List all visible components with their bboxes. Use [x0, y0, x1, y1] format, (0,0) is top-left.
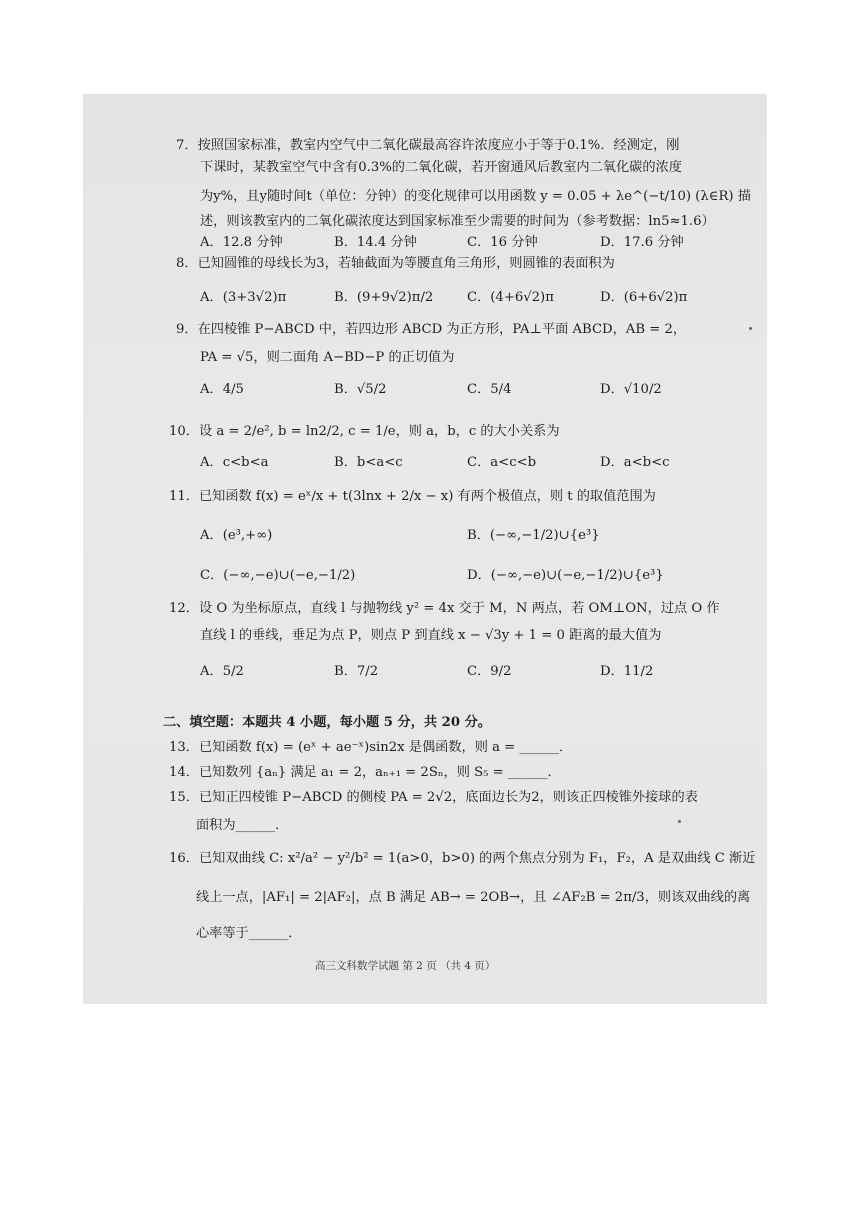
q10-option-c: C．a<c<b [467, 455, 537, 470]
q12-option-c: C．9/2 [467, 664, 512, 679]
q7-option-d: D．17.6 分钟 [600, 235, 684, 250]
section-fill-in-heading: 二、填空题：本题共 4 小题，每小题 5 分，共 20 分。 [163, 715, 491, 730]
q9-option-d: D．√10/2 [600, 382, 662, 397]
q9-option-c: C．5/4 [467, 382, 512, 397]
q15-line2: 面积为______． [196, 818, 289, 833]
exam-page [83, 94, 767, 1004]
q9-line2: PA = √5，则二面角 A−BD−P 的正切值为 [200, 350, 455, 365]
q7-option-a: A．12.8 分钟 [200, 235, 283, 250]
q16-line1: 16．已知双曲线 C: x²/a² − y²/b² = 1(a>0，b>0) 的两个焦点分别为 F₁，F₂，A 是双曲线 C 渐近 [169, 851, 756, 866]
q10-option-a: A．c<b<a [200, 455, 269, 470]
q11-line1: 11．已知函数 f(x) = eˣ/x + t(3lnx + 2/x − x) 有两个极值点，则 t 的取值范围为 [169, 489, 656, 504]
q11-option-c: C．(−∞,−e)∪(−e,−1/2) [200, 568, 356, 583]
q8-option-c: C．(4+6√2)π [467, 290, 554, 305]
scan-speck [749, 327, 752, 330]
q9-option-b: B．√5/2 [334, 382, 387, 397]
q12-line1: 12．设 O 为坐标原点，直线 l 与抛物线 y² = 4x 交于 M，N 两点，若 OM⊥ON，过点 O 作 [169, 601, 720, 616]
q11-option-a: A．(e³,+∞) [200, 528, 273, 543]
q12-option-a: A．5/2 [200, 664, 244, 679]
q13-line: 13．已知函数 f(x) = (eˣ + ae⁻ˣ)sin2x 是偶函数，则 a = ______． [169, 740, 573, 755]
q11-option-d: D．(−∞,−e)∪(−e,−1/2)∪{e³} [467, 568, 664, 583]
q8-option-a: A．(3+3√2)π [200, 290, 287, 305]
q7-line4: 述，则该教室内的二氧化碳浓度达到国家标准至少需要的时间为（参考数据：ln5≈1.6） [200, 214, 715, 229]
q15-line1: 15．已知正四棱锥 P−ABCD 的侧棱 PA = 2√2，底面边长为2，则该正四棱锥外接球的表 [169, 790, 698, 805]
q7-line2: 下课时，某教室空气中含有0.3%的二氧化碳，若开窗通风后教室内二氧化碳的浓度 [200, 160, 682, 175]
scan-speck [678, 820, 681, 823]
q7-option-c: C．16 分钟 [467, 235, 538, 250]
q11-option-b: B．(−∞,−1/2)∪{e³} [467, 528, 600, 543]
q12-option-d: D．11/2 [600, 664, 654, 679]
q8-option-d: D．(6+6√2)π [600, 290, 688, 305]
q7-option-b: B．14.4 分钟 [334, 235, 417, 250]
q7-line3: 为y%，且y随时间t（单位：分钟）的变化规律可以用函数 y = 0.05 + λe^(−t/10) (λ∈R) 描 [200, 189, 751, 204]
q9-line1: 9．在四棱锥 P−ABCD 中，若四边形 ABCD 为正方形，PA⊥平面 ABCD，AB = 2， [176, 322, 687, 337]
q9-option-a: A．4/5 [200, 382, 244, 397]
q16-line2: 线上一点，|AF₁| = 2|AF₂|，点 B 满足 AB→ = 2OB→，且 ∠AF₂B = 2π/3，则该双曲线的离 [196, 890, 751, 905]
q12-option-b: B．7/2 [334, 664, 379, 679]
q10-option-b: B．b<a<c [334, 455, 403, 470]
q8-line1: 8．已知圆锥的母线长为3，若轴截面为等腰直角三角形，则圆锥的表面积为 [176, 256, 615, 271]
page-footer: 高三文科数学试题 第 2 页 （共 4 页） [315, 960, 496, 972]
q14-line: 14．已知数列 {aₙ} 满足 a₁ = 2，aₙ₊₁ = 2Sₙ，则 S₅ = ______． [169, 765, 561, 780]
q10-line1: 10．设 a = 2/e², b = ln2/2, c = 1/e，则 a，b，c 的大小关系为 [169, 424, 560, 439]
q16-line3: 心率等于______． [196, 926, 302, 941]
q8-option-b: B．(9+9√2)π/2 [334, 290, 434, 305]
q12-line2: 直线 l 的垂线，垂足为点 P，则点 P 到直线 x − √3y + 1 = 0 距离的最大值为 [200, 628, 662, 643]
q10-option-d: D．a<b<c [600, 455, 670, 470]
q7-line1: 7．按照国家标准，教室内空气中二氧化碳最高容许浓度应小于等于0.1%．经测定，刚 [176, 138, 680, 153]
